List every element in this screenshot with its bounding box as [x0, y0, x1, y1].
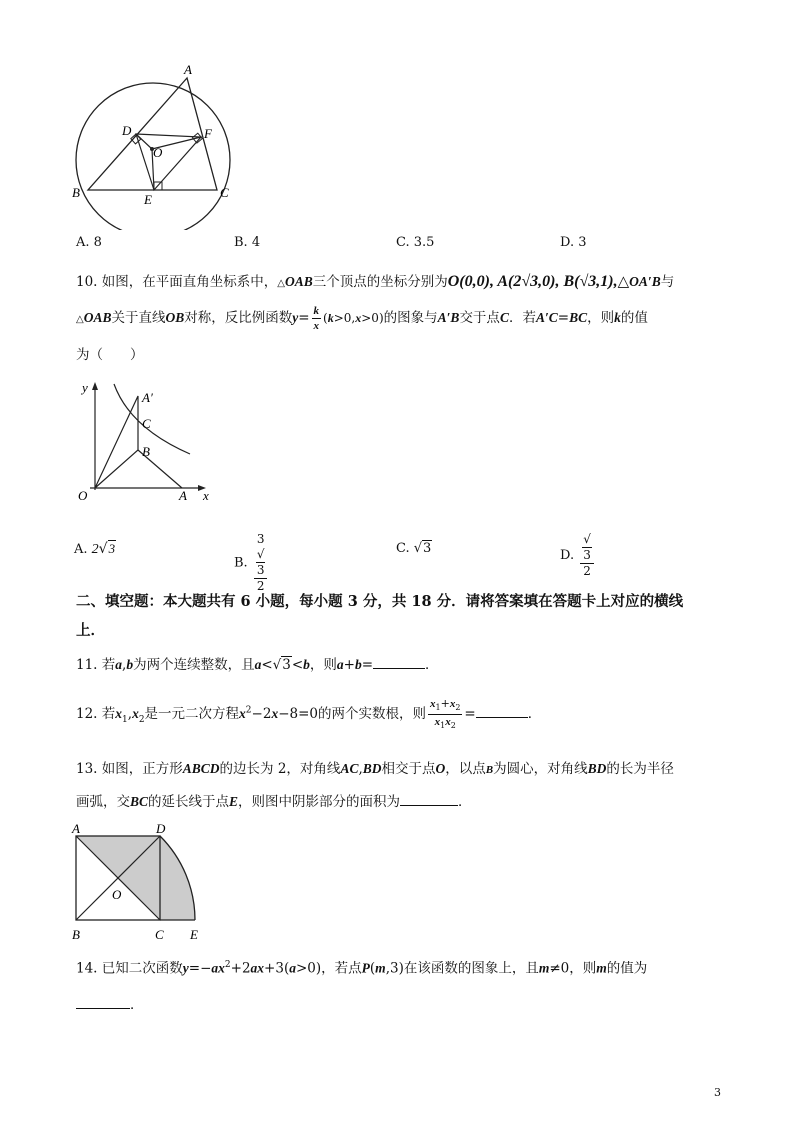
label-x: x	[203, 488, 209, 503]
q12-answer-blank[interactable]	[476, 705, 528, 718]
label-c: C	[142, 416, 151, 431]
y-axis-arrow	[92, 382, 98, 390]
label-o: O	[153, 145, 163, 160]
q13-answer-blank[interactable]	[400, 793, 458, 806]
q12: 12. 若$x_1,x_2$是一元二次方程$x^2-2x-8=0$的两个实数根，则 $\frac{x_1+x_2}{x_1x_2}$ = ．	[76, 697, 542, 731]
section-2-heading: 二、填空题：本大题共有 6 小题，每小题 3 分，共 18 分．请将答案填在答题卡上对应的横线	[76, 593, 684, 610]
shaded-arc-region	[160, 836, 195, 920]
label-e: E	[144, 192, 152, 207]
q10-option-b[interactable]: B. 3 √ 3 2	[234, 532, 269, 594]
label-a: A	[179, 488, 187, 503]
label-a-prime: A′	[142, 390, 153, 405]
q10-option-c[interactable]: C. √3	[396, 541, 432, 556]
q10-line-1: 10. 如图，在平面直角坐标系中，△OAB三个顶点的坐标分别为O(0,0), A(2√3,0), B(√3,1),△OA′B与	[76, 272, 675, 290]
label-c: C	[220, 185, 229, 200]
q10-option-a[interactable]: A. 2√3	[74, 541, 116, 557]
q12-number: 12.	[76, 706, 98, 723]
label-a: A	[72, 822, 80, 836]
q13-line-2: 画弧，交BC的延长线于点E，则图中阴影部分的面积为 ．	[76, 794, 472, 810]
label-b: B	[72, 185, 80, 200]
label-e: E	[190, 927, 198, 942]
q10-figure	[72, 378, 222, 503]
q14-number: 14.	[76, 960, 98, 977]
q9-option-b[interactable]: B. 4	[234, 235, 261, 250]
label-a: A	[184, 62, 192, 77]
label-o: O	[112, 887, 122, 902]
q9-option-a[interactable]: A. 8	[76, 235, 102, 250]
q10-option-d[interactable]: D. √ 3 2	[560, 532, 596, 579]
q13-number: 13.	[76, 761, 98, 777]
q11-number: 11.	[76, 657, 98, 673]
triangle-abc	[88, 78, 217, 190]
label-c: C	[155, 927, 164, 942]
section-2-heading-cont: 上．	[76, 622, 105, 639]
q13-line-1: 13. 如图，正方形ABCD的边长为 2，对角线AC,BD相交于点O，以点B为圆心，对角线BD的长为半径	[76, 761, 674, 777]
q14-line-2: ．	[76, 996, 144, 1014]
label-d: D	[156, 822, 166, 836]
label-o: O	[78, 488, 88, 503]
q9-option-c[interactable]: C. 3.5	[396, 235, 435, 250]
label-b: B	[72, 927, 80, 942]
label-b: B	[142, 444, 150, 459]
q10-line-3: 为（ ）	[76, 347, 144, 363]
q13-figure	[70, 822, 210, 944]
label-f: F	[204, 126, 212, 141]
label-y: y	[82, 380, 88, 395]
q11-answer-blank[interactable]	[373, 656, 425, 669]
page-number: 3	[714, 1086, 721, 1099]
q10-number: 10.	[76, 274, 98, 290]
q11: 11. 若a,b为两个连续整数，且a<√3<b，则a+b= ．	[76, 657, 439, 673]
q9-option-d[interactable]: D. 3	[560, 235, 587, 250]
q10-line-2: △OAB关于直线OB对称，反比例函数y= $\frac{k}{x}$ (k>0,x>0)的图象与A′B交于点C．若A′C=BC，则k的值	[76, 305, 648, 332]
q10-coords: O(0,0), A(2√3,0), B(√3,1),	[447, 273, 618, 290]
triangle-oa2b	[95, 396, 138, 488]
q14-line-1: 14. 已知二次函数$y=-ax^2+2ax+3(a>0)$，若点P(m,3)在该函数的图象上，且m≠0，则m的值为	[76, 960, 648, 977]
q14-answer-blank[interactable]	[76, 996, 130, 1009]
q9-figure	[60, 60, 250, 230]
label-d: D	[122, 123, 132, 138]
